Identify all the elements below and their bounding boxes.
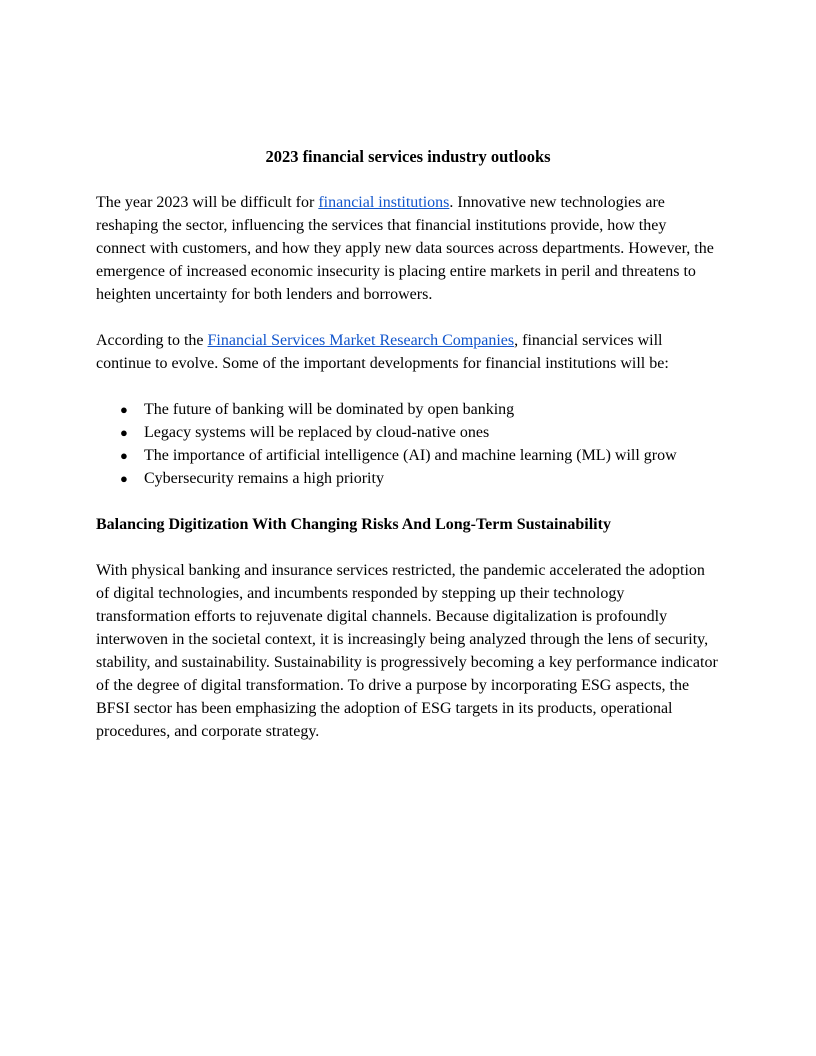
spacer [96, 375, 720, 398]
intro-text-end: . Innovative new technologies are reshaping the sector, influencing the services that financial institutions provide, how they connect with customers, and how they apply new data sources across departments. However, the emergence of increased economic insecurity is placing entire markets in peril and threatens to heighten uncertainty for both lenders and borrowers. [96, 194, 714, 303]
financial-institutions-link[interactable]: financial institutions [318, 194, 450, 211]
research-paragraph [96, 329, 720, 375]
bullet-icon: ● [120, 402, 128, 417]
developments-list [96, 398, 720, 490]
spacer [96, 168, 720, 191]
section-heading: Balancing Digitization With Changing Risks And Long-Term Sustainability [96, 516, 611, 533]
intro-paragraph [96, 191, 720, 306]
list-item-text: Legacy systems will be replaced by cloud-native ones [144, 424, 490, 441]
research-text-start: According to the [96, 332, 208, 349]
document-title: 2023 financial services industry outlooks [265, 147, 551, 166]
spacer [96, 306, 720, 329]
bullet-icon: ● [120, 425, 128, 440]
list-item [96, 398, 720, 421]
bullet-icon: ● [120, 448, 128, 463]
sustainability-paragraph: With physical banking and insurance services restricted, the pandemic accelerated the adoption of digital technologies, and incumbents responded by stepping up their technology transformation efforts to rejuvenate digital channels. Because digitalization is profoundly interwoven in the societal context, it is increasingly being analyzed through the lens of security, stability, and sustainability. Sustainability is progressively becoming a key performance indicator of the degree of digital transformation. To drive a purpose by incorporating ESG aspects, the BFSI sector has been emphasizing the adoption of ESG targets in its products, operational procedures, and corporate strategy. [96, 562, 718, 740]
spacer [96, 490, 720, 513]
list-item-text: Cybersecurity remains a high priority [144, 470, 384, 487]
list-item-text: The importance of artificial intelligence (AI) and machine learning (ML) will grow [144, 447, 677, 464]
intro-text-start: The year 2023 will be difficult for [96, 194, 319, 211]
spacer [96, 536, 720, 559]
list-item [96, 444, 720, 467]
document-page [96, 144, 720, 743]
list-item [96, 467, 720, 490]
market-research-companies-link[interactable]: Financial Services Market Research Companies [207, 332, 515, 349]
bullet-icon: ● [120, 471, 128, 486]
list-item [96, 421, 720, 444]
list-item-text: The future of banking will be dominated by open banking [144, 401, 515, 418]
research-text-end: , financial services will continue to evolve. Some of the important developments for financial institutions will be: [96, 332, 669, 372]
